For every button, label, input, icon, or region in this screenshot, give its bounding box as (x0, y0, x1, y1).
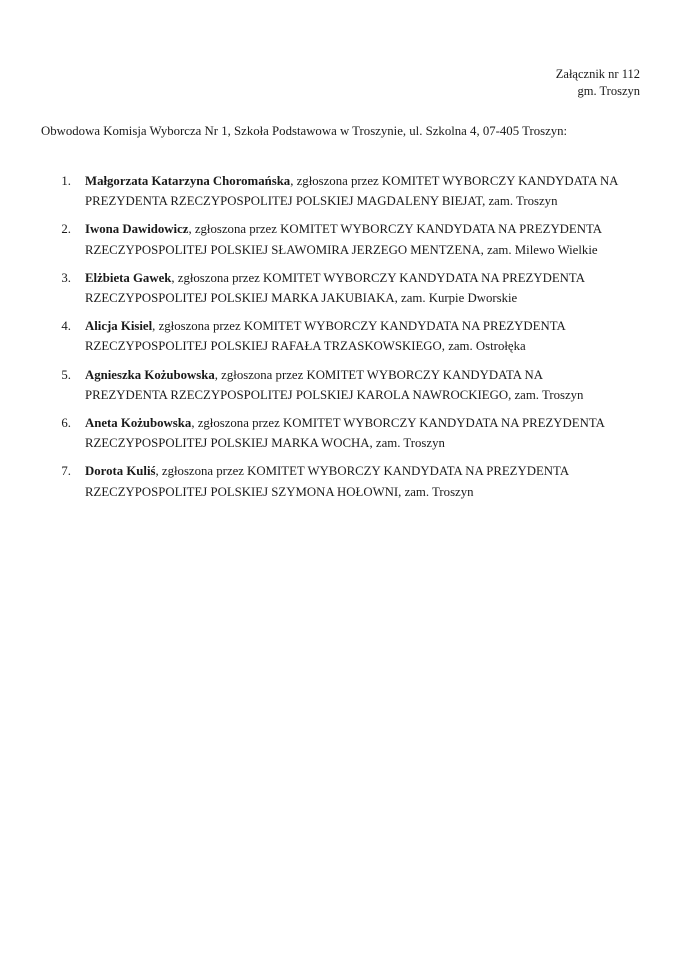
committee-heading: Obwodowa Komisja Wyborcza Nr 1, Szkoła Podstawowa w Troszynie, ul. Szkolna 4, 07-405 Troszyn: (41, 124, 568, 138)
list-item (41, 219, 626, 259)
list-item (41, 316, 626, 356)
candidate-details: , zgłoszona przez KOMITET WYBORCZY KANDYDATA NA PREZYDENTA RZECZYPOSPOLITEJ POLSKIEJ RAFAŁA TRZASKOWSKIEGO, zam. Ostrołęka (85, 319, 566, 354)
list-item-number: 1. (61, 174, 71, 188)
candidate-name: Dorota Kuliś (85, 464, 156, 479)
list-item (41, 365, 626, 405)
candidate-details: , zgłoszona przez KOMITET WYBORCZY KANDYDATA NA PREZYDENTA RZECZYPOSPOLITEJ POLSKIEJ MARKA WOCHA, zam. Troszyn (85, 416, 605, 451)
list-item-text (85, 219, 626, 259)
candidate-details: , zgłoszona przez KOMITET WYBORCZY KANDYDATA NA PREZYDENTA RZECZYPOSPOLITEJ POLSKIEJ MARKA JAKUBIAKA, zam. Kurpie Dworskie (85, 270, 585, 306)
list-item-text (85, 461, 626, 501)
list-item-number: 6. (61, 416, 71, 431)
candidate-name: Elżbieta Gawek (85, 270, 172, 285)
list-item-text (85, 413, 626, 453)
candidate-name: Agnieszka Kożubowska (85, 367, 215, 382)
candidate-name: Alicja Kisiel (85, 319, 153, 334)
annex-header (320, 66, 640, 100)
candidate-details: , zgłoszona przez KOMITET WYBORCZY KANDYDATA NA PREZYDENTA RZECZYPOSPOLITEJ POLSKIEJ SZYMONA HOŁOWNI, zam. Troszyn (85, 464, 569, 499)
list-item (41, 461, 626, 501)
list-item-number: 2. (61, 222, 71, 237)
list-item-text (85, 268, 626, 308)
list-item-number: 5. (61, 367, 71, 382)
list-item-text (85, 171, 626, 211)
list-item (41, 171, 626, 211)
list-item-number: 4. (61, 319, 71, 334)
list-item-number: 7. (61, 464, 71, 479)
candidate-list (41, 171, 626, 502)
list-item-number: 3. (61, 270, 71, 285)
municipality-label: gm. Troszyn (577, 84, 640, 98)
list-item-text (85, 365, 626, 405)
list-item (41, 413, 626, 453)
annex-number-label: Załącznik nr 112 (555, 67, 640, 81)
candidate-name: Aneta Kożubowska (85, 416, 192, 431)
candidate-details: , zgłoszona przez KOMITET WYBORCZY KANDYDATA NA PREZYDENTA RZECZYPOSPOLITEJ POLSKIEJ KAROLA NAWROCKIEGO, zam. Troszyn (85, 367, 584, 402)
candidate-name: Małgorzata Katarzyna Choromańska (85, 174, 291, 188)
list-item (41, 268, 626, 308)
candidate-details: , zgłoszona przez KOMITET WYBORCZY KANDYDATA NA PREZYDENTA RZECZYPOSPOLITEJ POLSKIEJ MAGDALENY BIEJAT, zam. Troszyn (85, 174, 618, 209)
candidate-name: Iwona Dawidowicz (85, 222, 189, 237)
list-item-text (85, 316, 626, 356)
candidate-details: , zgłoszona przez KOMITET WYBORCZY KANDYDATA NA PREZYDENTA RZECZYPOSPOLITEJ POLSKIEJ SŁAWOMIRA JERZEGO MENTZENA, zam. Milewo Wielkie (85, 222, 602, 257)
